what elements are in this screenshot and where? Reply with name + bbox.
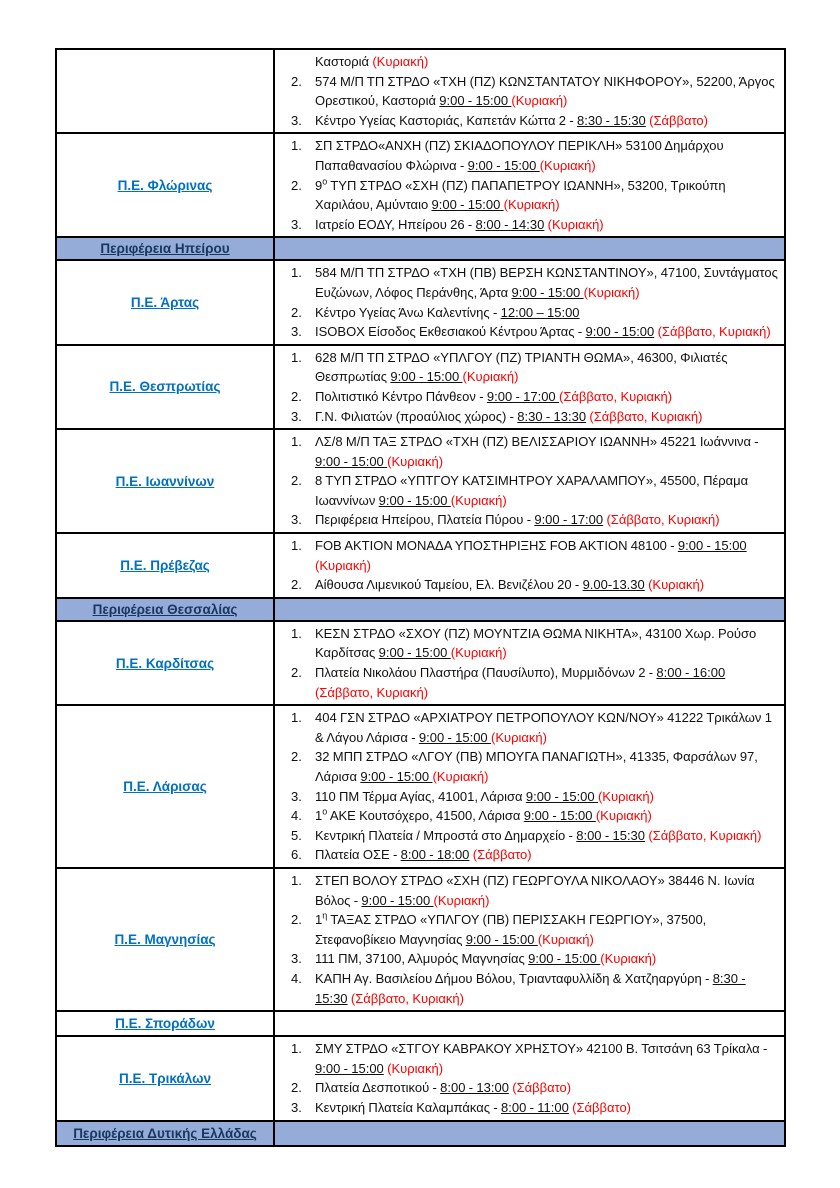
list-item bbox=[291, 510, 778, 530]
list-item bbox=[291, 708, 778, 747]
days-text: (Κυριακή) bbox=[503, 197, 560, 213]
region-link[interactable]: Π.Ε. Άρτας bbox=[130, 295, 200, 311]
days-text: (Κυριακή) bbox=[539, 157, 596, 173]
hours-text: 9:00 - 15:00 bbox=[525, 788, 598, 804]
location-text: 9 bbox=[315, 177, 323, 193]
days-text: (Κυριακή) bbox=[433, 892, 490, 908]
hours-text: 9:00 - 15:00 bbox=[360, 769, 433, 784]
region-cell bbox=[57, 534, 275, 597]
item-text bbox=[315, 176, 778, 215]
item-number: 1. bbox=[291, 710, 302, 726]
list-item bbox=[291, 1098, 778, 1118]
item-number: 1. bbox=[291, 434, 302, 450]
location-text: ΚΕΣΝ ΣΤΡΔΟ «ΣΧΟΥ (ΠΖ) ΜΟΥΝΤΖΙΑ ΘΩΜΑ ΝΙΚΗΤΑ», 43100 Χωρ. Ρούσο Καρδίτσας bbox=[315, 625, 757, 661]
region-cell bbox=[57, 622, 275, 704]
days-text: (Κυριακή) bbox=[595, 808, 652, 824]
entry-row bbox=[57, 261, 784, 345]
item-number: 2. bbox=[291, 1080, 302, 1096]
location-text: 8 ΤΥΠ ΣΤΡΔΟ «ΥΠΤΓΟΥ ΚΑΤΣΙΜΗΤΡΟΥ ΧΑΡΑΛΑΜΠΟΥ», 45500, Πέραμα Ιωαννίνων bbox=[315, 473, 749, 508]
location-text: ΚΑΠΗ Αγ. Βασιλείου Δήμου Βόλου, Τριανταφυλλίδη & Χατζηαργύρη - bbox=[315, 970, 713, 986]
item-number: 1. bbox=[291, 625, 302, 641]
hours-text: 9:00 - 15:00 bbox=[465, 931, 538, 947]
location-text: ISOBOX Είσοδος Εκθεσιακού Κέντρου Άρτας - bbox=[315, 324, 586, 340]
item-text bbox=[315, 1039, 778, 1078]
entry-row bbox=[57, 869, 784, 1012]
region-cell bbox=[57, 346, 275, 428]
item-number: 1. bbox=[291, 349, 302, 365]
location-text: Γ.Ν. Φιλιατών (προαύλιος χώρος) - bbox=[315, 408, 518, 424]
region-cell bbox=[57, 869, 275, 1010]
days-text: (Κυριακή) bbox=[537, 931, 594, 947]
hours-text: 9:00 - 15:00 bbox=[431, 197, 504, 213]
location-text: 111 ΠΜ, 37100, Αλμυρός Μαγνησίας bbox=[315, 951, 529, 967]
item-number: 2. bbox=[291, 473, 302, 489]
region-cell bbox=[57, 706, 275, 867]
hours-text: 9:00 - 15:00 bbox=[677, 538, 747, 554]
days-text: (Σάββατο) bbox=[512, 1080, 572, 1096]
list-item bbox=[291, 387, 778, 407]
locations-cell bbox=[275, 534, 784, 597]
list-item bbox=[291, 845, 778, 865]
location-text: ΤΥΠ ΣΤΡΔΟ «ΣΧΗ (ΠΖ) ΠΑΠΑΠΕΤΡΟΥ ΙΩΑΝΝΗ», 53200, Τρικούπη Χαριλάου, Αμύνταιο bbox=[315, 177, 726, 213]
hours-text: 8:30 - 13:30 bbox=[517, 408, 587, 424]
entry-row bbox=[57, 706, 784, 869]
location-text: 1 bbox=[315, 808, 323, 824]
list-item bbox=[291, 624, 778, 663]
list-item bbox=[291, 1039, 778, 1078]
hours-text: 8:00 - 16:00 bbox=[656, 665, 726, 681]
location-text: Κέντρο Υγείας Καστοριάς, Καπετάν Κώττα 2 - bbox=[315, 112, 577, 128]
hours-text: 9:00 - 15:00 bbox=[315, 453, 388, 469]
hours-text: 9:00 - 15:00 bbox=[361, 892, 434, 908]
region-link[interactable]: Π.Ε. Τρικάλων bbox=[119, 1070, 211, 1086]
item-text bbox=[315, 471, 778, 510]
list-item bbox=[291, 1078, 778, 1098]
hours-text: 8:00 - 14:30 bbox=[475, 216, 545, 232]
locations-cell bbox=[275, 50, 784, 132]
location-text: Αίθουσα Λιμενικού Ταμείου, Ελ. Βενιζέλου 20 - bbox=[315, 577, 583, 593]
item-text bbox=[315, 510, 778, 530]
location-text: Πολιτιστικό Κέντρο Πάνθεον - bbox=[315, 388, 487, 404]
hours-text: 8:00 - 18:00 bbox=[400, 847, 470, 863]
item-number: 3. bbox=[291, 951, 302, 967]
hours-text: 9:00 - 15:00 bbox=[378, 492, 451, 508]
item-text bbox=[315, 663, 778, 702]
days-text: (Σάββατο, Κυριακή) bbox=[648, 827, 762, 843]
list-item bbox=[291, 52, 778, 72]
location-text: η bbox=[322, 910, 328, 921]
section-row bbox=[57, 599, 784, 622]
list-item bbox=[291, 536, 778, 575]
list-item bbox=[291, 176, 778, 215]
location-text: ΣΜΥ ΣΤΡΔΟ «ΣΤΓΟΥ ΚΑΒΡΑΚΟΥ ΧΡΗΣΤΟΥ» 42100 Β. Τσιτσάνη 63 Τρίκαλα - bbox=[315, 1041, 768, 1057]
hours-text: 8:30 - 15:30 bbox=[577, 112, 646, 128]
region-cell bbox=[57, 1037, 275, 1119]
locations-cell bbox=[275, 238, 784, 259]
location-text: ο bbox=[322, 176, 328, 187]
location-text: ΣΠ ΣΤΡΔΟ«ΑΝΧΗ (ΠΖ) ΣΚΙΑΔΟΠΟΥΛΟΥ ΠΕΡΙΚΛΗ» 53100 Δημάρχου Παπαθανασίου Φλώρινα - bbox=[315, 138, 724, 173]
section-title-link[interactable]: Περιφέρεια Ηπείρου bbox=[100, 241, 230, 257]
item-text bbox=[315, 871, 778, 910]
item-text bbox=[315, 432, 778, 471]
days-text: (Κυριακή) bbox=[583, 284, 640, 300]
item-text bbox=[315, 407, 778, 427]
region-cell bbox=[57, 134, 275, 236]
days-text: (Σάββατο, Κυριακή) bbox=[315, 684, 429, 700]
hours-text: 8:30 - 15:30 bbox=[315, 970, 746, 1006]
location-text: 1 bbox=[315, 912, 323, 928]
item-number: 6. bbox=[291, 847, 302, 863]
days-text: (Σάββατο, Κυριακή) bbox=[589, 408, 703, 424]
region-cell bbox=[57, 1012, 275, 1035]
item-text bbox=[315, 52, 778, 72]
entry-row bbox=[57, 430, 784, 534]
item-text bbox=[315, 72, 778, 111]
locations-cell bbox=[275, 1122, 784, 1145]
days-text: (Κυριακή) bbox=[511, 93, 568, 109]
item-number: 1. bbox=[291, 1041, 302, 1057]
days-text: (Σάββατο, Κυριακή) bbox=[558, 388, 673, 404]
location-text: ΛΣ/8 Μ/Π ΤΑΞ ΣΤΡΔΟ «ΤΧΗ (ΠΖ) ΒΕΛΙΣΣΑΡΙΟΥ ΙΩΑΝΝΗ» 45221 Ιωάννινα - bbox=[315, 434, 759, 450]
days-text: (Κυριακή) bbox=[450, 645, 507, 661]
section-cell bbox=[57, 599, 275, 620]
entry-row bbox=[57, 1012, 784, 1037]
location-text: Πλατεία Νικολάου Πλαστήρα (Παυσίλυπο), Μυρμιδόνων 2 - bbox=[315, 665, 657, 681]
item-text bbox=[315, 348, 778, 387]
item-number: 3. bbox=[291, 112, 302, 128]
item-text bbox=[315, 111, 778, 131]
region-cell bbox=[57, 261, 275, 343]
hours-text: 9:00 - 15:00 bbox=[528, 951, 601, 967]
days-text: (Κυριακή) bbox=[372, 54, 429, 69]
item-number: 2. bbox=[291, 912, 302, 928]
hours-text: 9:00 - 15:00 bbox=[315, 1060, 384, 1076]
item-text bbox=[315, 575, 778, 595]
list-item bbox=[291, 111, 778, 131]
days-text: (Κυριακή) bbox=[450, 492, 507, 508]
item-number: 2. bbox=[291, 304, 302, 320]
item-text bbox=[315, 845, 778, 865]
item-number: 1. bbox=[291, 538, 302, 554]
location-text: ο bbox=[322, 806, 328, 817]
entry-row bbox=[57, 534, 784, 599]
hours-text: 9:00 - 15:00 bbox=[390, 369, 463, 385]
item-text bbox=[315, 263, 778, 302]
region-cell bbox=[57, 430, 275, 532]
days-text: (Κυριακή) bbox=[387, 1060, 444, 1076]
location-text: Πλατεία Δεσποτικού - bbox=[315, 1080, 441, 1096]
list-item bbox=[291, 949, 778, 969]
entry-row bbox=[57, 346, 784, 430]
location-text: 628 Μ/Π ΤΠ ΣΤΡΔΟ «ΥΠΛΓΟΥ (ΠΖ) ΤΡΙΑΝΤΗ ΘΩΜΑ», 46300, Φιλιατές Θεσπρωτίας bbox=[315, 349, 728, 385]
entry-row bbox=[57, 50, 784, 134]
days-text: (Κυριακή) bbox=[597, 788, 654, 804]
item-text bbox=[315, 322, 778, 342]
hours-text: 9:00 - 15:00 bbox=[378, 645, 451, 661]
section-cell bbox=[57, 238, 275, 259]
item-text bbox=[315, 215, 778, 235]
hours-text: 8:00 - 13:00 bbox=[440, 1080, 509, 1096]
item-text bbox=[315, 910, 778, 949]
region-link[interactable]: Π.Ε. Φλώρινας bbox=[117, 177, 213, 193]
region-link[interactable]: Π.Ε. Θεσπρωτίας bbox=[109, 379, 221, 395]
region-link[interactable]: Π.Ε. Σποράδων bbox=[115, 1016, 215, 1032]
location-text: Ιατρείο ΕΟΔΥ, Ηπείρου 26 - bbox=[315, 216, 476, 232]
item-number: 2. bbox=[291, 577, 302, 593]
hours-text: 9:00 - 15:00 bbox=[467, 157, 540, 173]
region-link[interactable]: Π.Ε. Ιωαννίνων bbox=[115, 473, 215, 489]
locations-cell bbox=[275, 1012, 784, 1035]
hours-text: 9:00 - 17:00 bbox=[534, 512, 604, 528]
item-text bbox=[315, 624, 778, 663]
list-item bbox=[291, 747, 778, 786]
days-text: (Σάββατο) bbox=[572, 1099, 632, 1115]
item-number: 2. bbox=[291, 388, 302, 404]
item-number: 3. bbox=[291, 1099, 302, 1115]
item-text bbox=[315, 536, 778, 575]
days-text: (Κυριακή) bbox=[490, 729, 547, 745]
item-text bbox=[315, 826, 778, 846]
hours-text: 9:00 - 15:00 bbox=[523, 808, 596, 824]
item-number: 3. bbox=[291, 324, 302, 340]
list-item bbox=[291, 348, 778, 387]
item-number: 3. bbox=[291, 216, 302, 232]
list-item bbox=[291, 136, 778, 175]
locations-cell bbox=[275, 261, 784, 343]
locations-cell bbox=[275, 622, 784, 704]
location-text: Κέντρο Υγείας Άνω Καλεντίνης - bbox=[315, 304, 501, 320]
days-text: (Κυριακή) bbox=[547, 216, 604, 232]
item-text bbox=[315, 747, 778, 786]
location-text: Κεντρική Πλατεία / Μπροστά στο Δημαρχείο - bbox=[315, 827, 577, 843]
locations-cell bbox=[275, 134, 784, 236]
location-text: FOB AKTION ΜΟΝΑΔΑ ΥΠΟΣΤΗΡΙΞΗΣ FOB AKTION 48100 - bbox=[315, 538, 678, 554]
entry-row bbox=[57, 622, 784, 706]
item-number: 1. bbox=[291, 872, 302, 888]
item-text bbox=[315, 787, 778, 807]
item-number: 1. bbox=[291, 138, 302, 154]
section-title-link[interactable]: Περιφέρεια Δυτικής Ελλάδας bbox=[73, 1125, 257, 1141]
entry-row bbox=[57, 1037, 784, 1121]
item-number: 3. bbox=[291, 788, 302, 804]
days-text: (Σάββατο) bbox=[472, 847, 532, 863]
days-text: (Κυριακή) bbox=[462, 369, 519, 385]
list-item bbox=[291, 871, 778, 910]
item-number: 2. bbox=[291, 665, 302, 681]
days-text: (Κυριακή) bbox=[315, 557, 371, 573]
item-number: 2. bbox=[291, 749, 302, 765]
list-item bbox=[291, 322, 778, 342]
region-link[interactable]: Π.Ε. Καρδίτσας bbox=[115, 655, 215, 671]
region-link[interactable]: Π.Ε. Πρέβεζας bbox=[120, 557, 210, 573]
location-text: Περιφέρεια Ηπείρου, Πλατεία Πύρου - bbox=[315, 512, 535, 528]
item-number: 3. bbox=[291, 408, 302, 424]
hours-text: 9:00 - 15:00 bbox=[511, 284, 584, 300]
locations-cell bbox=[275, 346, 784, 428]
location-text: ΑΚΕ Κουτσόχερο, 41500, Λάρισα bbox=[327, 808, 524, 824]
list-item bbox=[291, 72, 778, 111]
location-text: 404 ΓΣΝ ΣΤΡΔΟ «ΑΡΧΙΑΤΡΟΥ ΠΕΤΡΟΠΟΥΛΟΥ ΚΩΝ/ΝΟΥ» 41222 Τρικάλων 1 & Λάγου Λάρισα - bbox=[315, 710, 772, 745]
location-text: Κεντρική Πλατεία Καλαμπάκας - bbox=[315, 1099, 501, 1115]
locations-cell bbox=[275, 706, 784, 867]
locations-cell bbox=[275, 430, 784, 532]
hours-text: 12:00 – 15:00 bbox=[500, 304, 580, 320]
item-text bbox=[315, 1098, 778, 1118]
entry-row bbox=[57, 134, 784, 238]
item-number: 5. bbox=[291, 827, 302, 843]
hours-text: 9:00 - 17:00 bbox=[486, 388, 559, 404]
days-text: (Κυριακή) bbox=[648, 577, 705, 593]
item-number: 2. bbox=[291, 73, 302, 89]
item-text bbox=[315, 806, 778, 826]
region-link[interactable]: Π.Ε. Λάρισας bbox=[123, 779, 207, 795]
section-title-link[interactable]: Περιφέρεια Θεσσαλίας bbox=[92, 601, 238, 617]
days-text: (Κυριακή) bbox=[432, 769, 489, 784]
hours-text: 8:00 - 11:00 bbox=[501, 1099, 569, 1115]
list-item bbox=[291, 826, 778, 846]
days-text: (Σάββατο, Κυριακή) bbox=[606, 512, 720, 528]
list-item bbox=[291, 575, 778, 595]
section-cell bbox=[57, 1122, 275, 1145]
location-text: 32 ΜΠΠ ΣΤΡΔΟ «ΛΓΟΥ (ΠΒ) ΜΠΟΥΓΑ ΠΑΝΑΓΙΩΤΗ», 41335, Φαρσάλων 97, Λάρισα bbox=[315, 749, 758, 784]
days-text: (Κυριακή) bbox=[387, 453, 444, 469]
item-number: 4. bbox=[291, 970, 302, 986]
list-item bbox=[291, 432, 778, 471]
list-item bbox=[291, 471, 778, 510]
hours-text: 9:00 - 15:00 bbox=[439, 93, 512, 109]
locations-cell bbox=[275, 599, 784, 620]
hours-text: 9:00 - 15:00 bbox=[418, 729, 491, 745]
list-item bbox=[291, 215, 778, 235]
item-number: 2. bbox=[291, 177, 302, 193]
locations-cell bbox=[275, 1037, 784, 1119]
item-text bbox=[315, 1078, 778, 1098]
section-row bbox=[57, 1122, 784, 1145]
location-text: 110 ΠΜ Τέρμα Αγίας, 41001, Λάρισα bbox=[315, 788, 526, 804]
list-item bbox=[291, 787, 778, 807]
list-item bbox=[291, 663, 778, 702]
location-text: Πλατεία ΟΣΕ - bbox=[315, 847, 401, 863]
days-text: (Σάββατο, Κυριακή) bbox=[350, 990, 464, 1006]
list-item bbox=[291, 263, 778, 302]
days-text: (Κυριακή) bbox=[600, 951, 657, 967]
location-text: Καστοριά bbox=[315, 54, 373, 69]
hours-text: 9:00 - 15:00 bbox=[585, 324, 655, 340]
list-item bbox=[291, 910, 778, 949]
regions-table bbox=[55, 48, 786, 1147]
location-text: 574 Μ/Π ΤΠ ΣΤΡΔΟ «ΤΧΗ (ΠΖ) ΚΩΝΣΤΑΝΤΑΤΟΥ ΝΙΚΗΦΟΡΟΥ», 52200, Άργος Ορεστικού, Καστοριά bbox=[315, 73, 775, 109]
days-text: (Σάββατο) bbox=[649, 112, 708, 128]
locations-cell bbox=[275, 869, 784, 1010]
section-row bbox=[57, 238, 784, 261]
location-text: 584 Μ/Π ΤΠ ΣΤΡΔΟ «ΤΧΗ (ΠΒ) ΒΕΡΣΗ ΚΩΝΣΤΑΝΤΙΝΟΥ», 47100, Συντάγματος Ευζώνων, Λόφος Περάνθης, Άρτα bbox=[315, 265, 778, 300]
location-text: ΣΤΕΠ ΒΟΛΟΥ ΣΤΡΔΟ «ΣΧΗ (ΠΖ) ΓΕΩΡΓΟΥΛΑ ΝΙΚΟΛΑΟΥ» 38446 Ν. Ιωνία Βόλος - bbox=[315, 872, 755, 908]
list-item bbox=[291, 407, 778, 427]
item-number: 1. bbox=[291, 265, 302, 281]
location-text: ΤΑΞΑΣ ΣΤΡΔΟ «ΥΠΛΓΟΥ (ΠΒ) ΠΕΡΙΣΣΑΚΗ ΓΕΩΡΓΙΟΥ», 37500, Στεφανοβίκειο Μαγνησίας bbox=[315, 912, 707, 947]
item-text bbox=[315, 387, 778, 407]
hours-text: 8:00 - 15:30 bbox=[576, 827, 646, 843]
list-item bbox=[291, 806, 778, 826]
item-text bbox=[315, 949, 778, 969]
region-cell bbox=[57, 50, 275, 132]
hours-text: 9.00-13.30 bbox=[582, 577, 645, 593]
item-text bbox=[315, 708, 778, 747]
list-item bbox=[291, 969, 778, 1008]
days-text: (Σάββατο, Κυριακή) bbox=[657, 324, 771, 340]
item-text bbox=[315, 303, 778, 323]
list-item bbox=[291, 303, 778, 323]
item-number: 4. bbox=[291, 808, 302, 824]
region-link[interactable]: Π.Ε. Μαγνησίας bbox=[114, 932, 216, 948]
item-number: 3. bbox=[291, 512, 302, 528]
item-text bbox=[315, 136, 778, 175]
item-text bbox=[315, 969, 778, 1008]
